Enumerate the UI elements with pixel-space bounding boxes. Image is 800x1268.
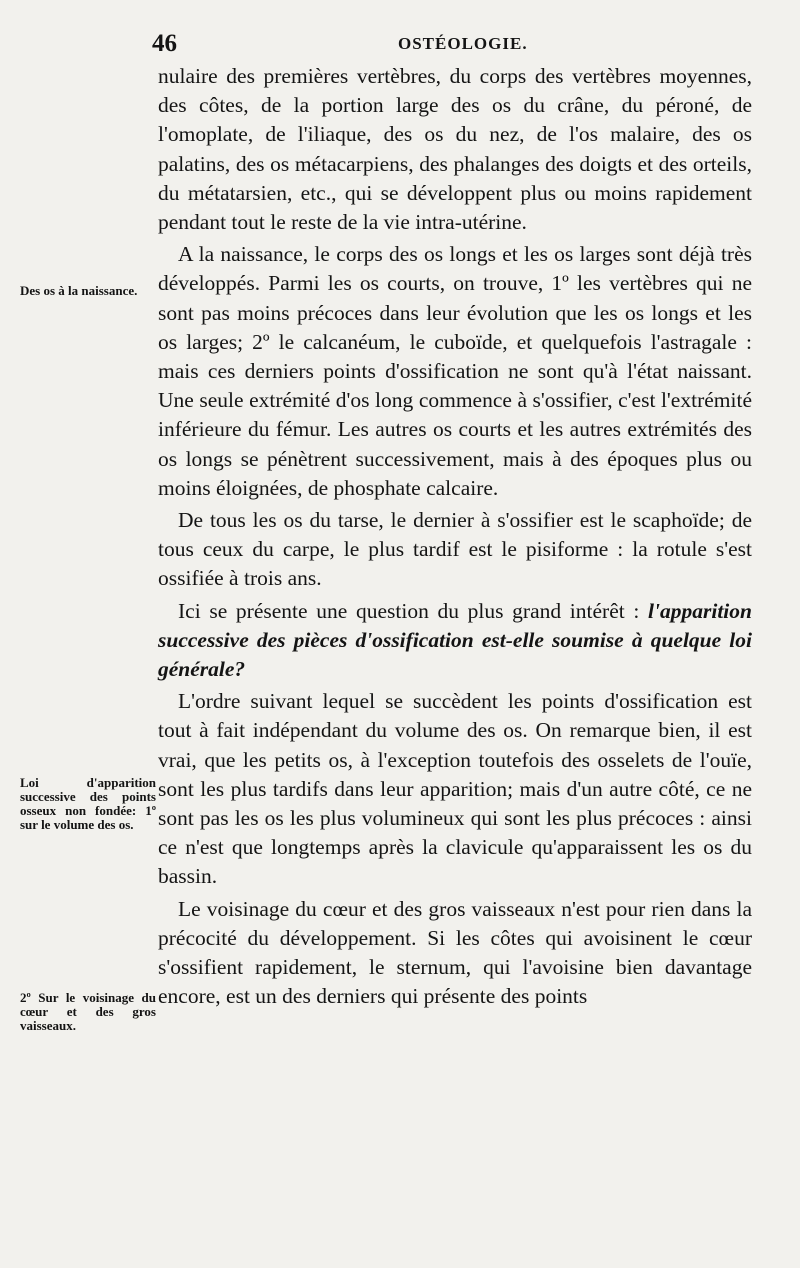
paragraph-birth: A la naissance, le corps des os longs et les os larges sont déjà très développés. Parmi les os courts, on trouve, 1º les vertèbres qui ne sont pas moins précoces dans leur évolution que les os longs et les os larges; 2º le calcanéum, le cuboïde, et quelquefois l'astragale : mais ces derniers points d'ossification ne sont qu'à l'état naissant. Une seule extrémité d'os long commence à s'ossifier, c'est l'extrémité inférieure du fémur. Les autres os courts et les autres extrémités des os longs se pénètrent successivement, mais à des époques plus ou moins éloignées, de phosphate calcaire. xyxy=(158,242,752,500)
margin-note-birth: Des os à la naissance. xyxy=(20,283,138,298)
page-number: 46 xyxy=(152,30,177,57)
paragraph-continuation: nulaire des premières vertèbres, du corps des vertèbres moyennes, des côtes, de la portion large des os du crâne, du péroné, de l'omoplate, de l'iliaque, des os du nez, de l'os malaire, des os palatins, des os métacarpiens, des phalanges des doigts et des orteils, du métatarsien, etc., qui se développent plus ou moins rapidement pendant tout le reste de la vie intra-utérine. xyxy=(158,64,752,235)
question-text: l'apparition successive des pièces d'ossification est-elle soumise à quelque loi générale? xyxy=(158,598,752,682)
running-head: OSTÉOLOGIE. xyxy=(398,34,528,53)
question-intro: Ici se présente une question du plus grand intérêt : xyxy=(178,598,649,623)
paragraph-volume: L'ordre suivant lequel se succèdent les points d'ossification est tout à fait indépendant du volume des os. On remarque bien, il est vrai, que les petits os, à l'exception toutefois des osselets de l'ouïe, sont les plus tardifs dans leur apparition; mais d'un autre côté, ce ne sont pas les os les plus volumineux qui sont les plus précoces : ainsi ce n'est que longtemps après la clavicule qu'apparaissent les os du bassin. xyxy=(158,689,752,889)
body-text xyxy=(158,62,752,1012)
paragraph-heart: Le voisinage du cœur et des gros vaisseaux n'est pour rien dans la précocité du développement. Si les côtes qui avoisinent le cœur s'ossifient rapidement, le sternum, qui l'avoisine bien davantage encore, est un des derniers qui présente des points xyxy=(158,896,752,1009)
margin-note-heart: 2º Sur le voisinage du cœur et des gros vaisseaux. xyxy=(20,990,156,1033)
margin-note-volume: Loi d'apparition successive des points osseux non fondée: 1º sur le volume des os. xyxy=(20,775,156,832)
paragraph-question xyxy=(158,597,752,685)
page-header xyxy=(0,30,800,60)
paragraph-tarse: De tous les os du tarse, le dernier à s'ossifier est le scaphoïde; de tous ceux du carpe, le plus tardif est le pisiforme : la rotule s'est ossifiée à trois ans. xyxy=(158,508,752,591)
